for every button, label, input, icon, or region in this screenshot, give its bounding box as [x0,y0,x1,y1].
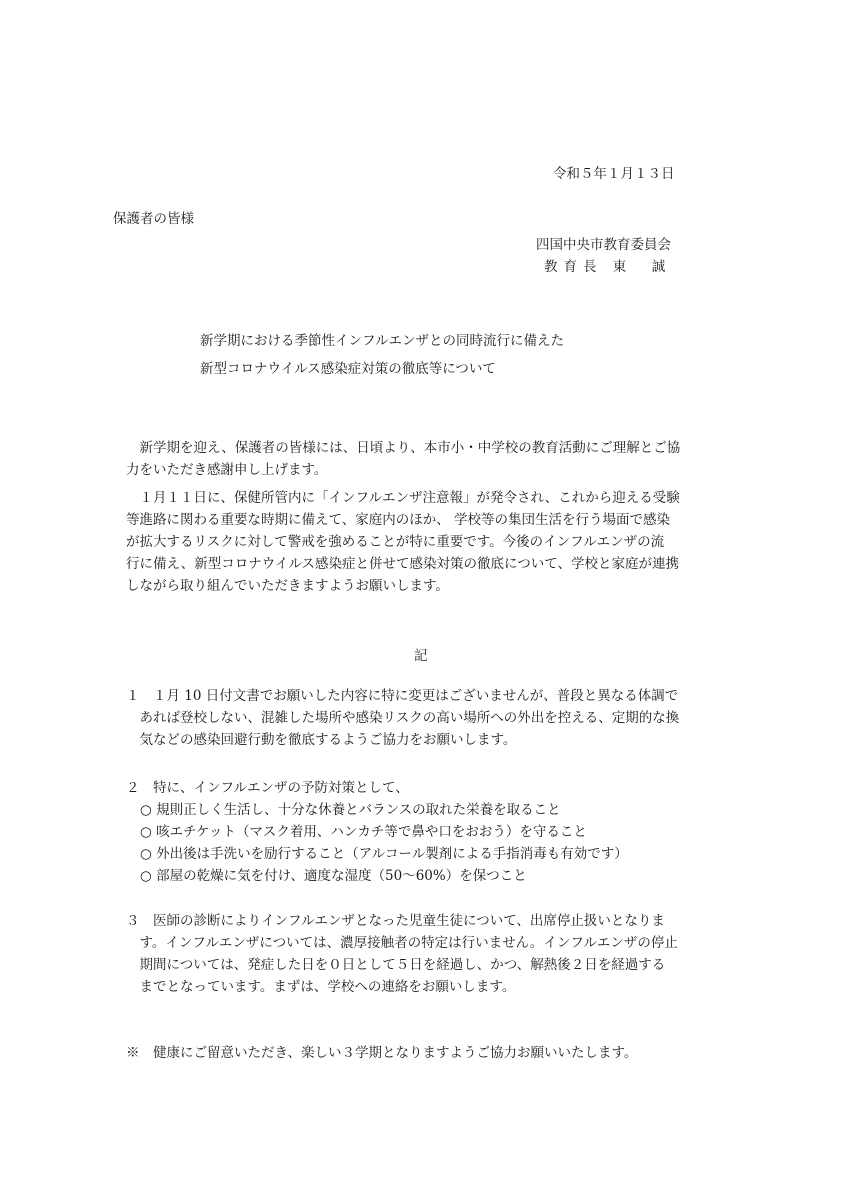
date: 令和５年１月１３日 [553,166,675,182]
text-line: 新学期を迎え、保護者の皆様には、日頃より、本市小・中学校の教育活動にご理解とご協 [126,440,681,456]
ki-heading: 記 [414,648,428,664]
text-line: １月１１日に、保健所管内に「インフルエンザ注意報」が発令され、これから迎える受験 [126,490,680,506]
text-line: 等進路に関わる重要な時期に備えて、家庭内のほか、 学校等の集団生活を行う場面で感染 [126,512,671,528]
text-line: 期間については、発症した日を０日として５日を経過し、かつ、解熱後２日を経過する [126,957,666,973]
text-line: す。インフルエンザについては、濃厚接触者の特定は行いません。インフルエンザの停止 [126,935,678,951]
item-1 [126,685,726,751]
item-2 [126,777,726,887]
bullet-item: ○ 部屋の乾燥に気を付け、適度な湿度（50～60%）を保つこと [140,868,527,884]
sender-organization: 四国中央市教育委員会 [536,237,671,253]
text-line: あれば登校しない、混雑した場所や感染リスクの高い場所への外出を控える、定期的な換 [126,710,680,726]
text-line: までとなっています。まずは、学校への連絡をお願いします。 [126,979,516,995]
text-line: 力をいただき感謝申し上げます。 [126,462,328,478]
item-2-lead: ２ 特に、インフルエンザの予防対策として、 [126,780,409,796]
item-3 [126,910,726,998]
bullet-item: ○ 咳エチケット（マスク着用、ハンカチ等で鼻や口をおおう）を守ること [140,824,587,840]
text-line: が拡大するリスクに対して警戒を強めることが特に重要です。今後のインフルエンザの流 [126,534,665,550]
bullet-item: ○ 外出後は手洗いを励行すること（アルコール製剤による手指消毒も有効です） [140,846,628,862]
document-title-line-1: 新学期における季節性インフルエンザとの同時流行に備えた [200,333,564,349]
sender-name: 教育長 東 誠 [544,259,672,275]
text-line: 気などの感染回避行動を徹底するようご協力をお願いします。 [126,732,517,748]
text-line: １ １月 10 日付文書でお願いした内容に特に変更はございませんが、普段と異なる体調で [126,688,679,704]
closing-note: ※ 健康にご留意いただき、楽しい３学期となりますようご協力お願いいたします。 [126,1045,638,1061]
text-line: ３ 医師の診断によりインフルエンザとなった児童生徒について、出席停止扱いとなりま [126,913,665,929]
recipient: 保護者の皆様 [113,211,194,227]
text-line: しながら取り組んでいただきますようお願いします。 [126,578,449,594]
intro-paragraph-1 [126,437,726,481]
bullet-item: ○ 規則正しく生活し、十分な休養とバランスの取れた栄養を取ること [140,802,561,818]
document-title-line-2: 新型コロナウイルス感染症対策の徹底等について [200,361,496,377]
intro-paragraph-2 [126,487,726,597]
text-line: 行に備え、新型コロナウイルス感染症と併せて感染対策の徹底について、学校と家庭が連携 [126,556,679,572]
